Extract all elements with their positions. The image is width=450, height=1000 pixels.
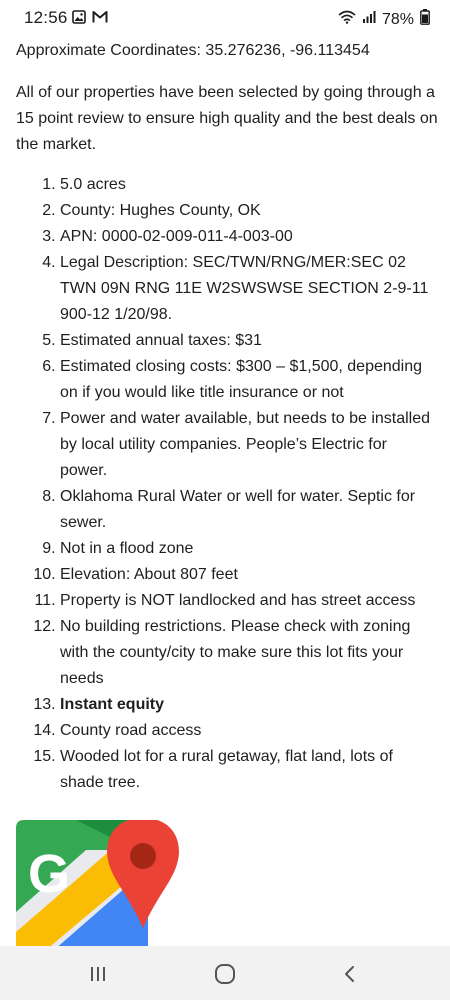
feature-item-text: Instant equity [60,696,165,713]
google-maps-icon[interactable] [16,820,186,950]
feature-item [60,354,438,406]
feature-item-text: Oklahoma Rural Water or well for water. Septic for sewer. [60,488,416,531]
status-right [338,9,430,30]
approximate-coordinates: Approximate Coordinates: 35.276236, -96.113454 [16,42,370,59]
feature-item-text: County: Hughes County, OK [60,202,261,219]
feature-item-text: Not in a flood zone [60,540,194,557]
feature-item-text: County road access [60,722,202,739]
navigation-bar [0,946,450,1000]
feature-item-text: Wooded lot for a rural getaway, flat land, lots of shade tree. [60,748,393,791]
intro-paragraph: All of our properties have been selected by going through a 15 point review to ensure high quality and the best deals on the market. [16,84,438,153]
feature-item [60,718,438,744]
feature-item-text: Property is NOT landlocked and has street access [60,592,416,609]
feature-item-text: Estimated annual taxes: $31 [60,332,262,349]
maps-logo-letter: G [28,844,71,904]
feature-item [60,484,438,536]
status-bar [0,0,450,36]
feature-item [60,406,438,484]
home-icon[interactable] [211,960,239,988]
listing-content [16,36,438,796]
feature-item-text: No building restrictions. Please check with zoning with the county/city to make sure this lot fits your needs [60,618,411,687]
image-icon [72,10,86,29]
feature-item [60,250,438,328]
wifi-icon [338,10,356,29]
feature-item [60,744,438,796]
feature-item [60,562,438,588]
feature-item [60,328,438,354]
feature-item-text: 5.0 acres [60,176,126,193]
feature-item-text: APN: 0000-02-009-011-4-003-00 [60,228,293,245]
feature-item [60,172,438,198]
signal-icon [362,10,376,29]
feature-item-text: Legal Description: SEC/TWN/RNG/MER:SEC 02 TWN 09N RNG 11E W2SWSWSE SECTION 2-9-11 900-12 1/20/98. [60,254,429,323]
notification-icons [72,10,108,29]
recent-apps-icon[interactable] [84,960,112,988]
feature-item-text: Estimated closing costs: $300 – $1,500, depending on if you would like title insurance or not [60,358,423,401]
gmail-icon [92,10,108,29]
back-icon[interactable] [336,960,364,988]
feature-item [60,588,438,614]
feature-item-text: Power and water available, but needs to be installed by local utility companies. People’s Electric for power. [60,410,431,479]
battery-icon [420,9,430,30]
feature-item [60,198,438,224]
property-features-list [16,172,438,796]
feature-item-text: Elevation: About 807 feet [60,566,238,583]
feature-item [60,692,438,718]
status-time: 12:56 [24,8,68,27]
feature-item [60,536,438,562]
feature-item [60,614,438,692]
battery-percent: 78% [381,10,414,28]
feature-item [60,224,438,250]
